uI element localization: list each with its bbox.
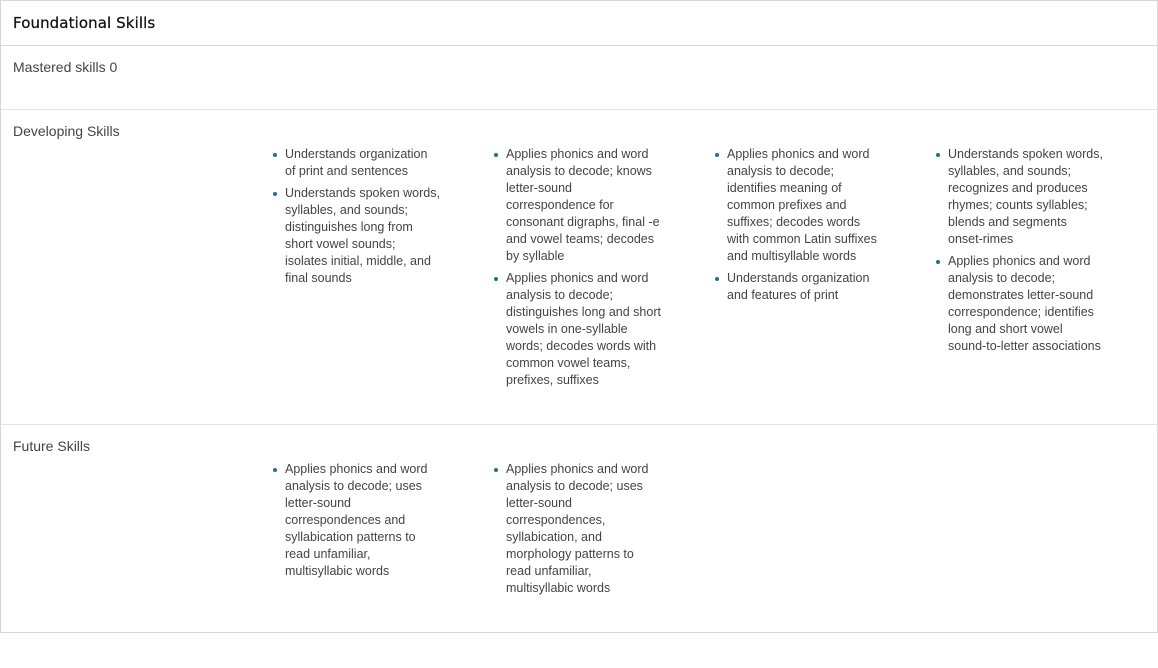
skill-list: [271, 146, 441, 287]
developing-skills-column: [492, 146, 662, 394]
developing-skills-column: [713, 146, 883, 309]
skill-item: Applies phonics and word analysis to decode; knows letter-sound correspondence for consonant digraphs, final -e and vowel teams; decodes by syllable: [492, 146, 662, 265]
skill-list: [713, 146, 883, 304]
panel-header: [1, 1, 1157, 46]
developing-skills-column: [934, 146, 1104, 360]
future-skills-columns: [1, 461, 1157, 668]
developing-skills-label: Developing Skills: [13, 123, 120, 139]
developing-skills-section: [1, 110, 1157, 425]
mastered-skills-section: [1, 46, 1157, 110]
future-skills-column: [492, 461, 662, 602]
skill-list: [492, 146, 662, 389]
skill-item: Applies phonics and word analysis to decode; distinguishes long and short vowels in one-syllable words; decodes words with common vowel teams, prefixes, suffixes: [492, 270, 662, 389]
future-skills-column: [271, 461, 441, 585]
skill-item: Applies phonics and word analysis to decode; demonstrates letter-sound correspondence; identifies long and short vowel sound-to-letter associations: [934, 253, 1104, 355]
future-skills-section: [1, 425, 1157, 632]
skill-item: Understands organization and features of print: [713, 270, 883, 304]
future-skills-label: Future Skills: [13, 438, 91, 454]
developing-skills-columns: [1, 146, 1157, 460]
skill-item: Applies phonics and word analysis to decode; identifies meaning of common prefixes and suffixes; decodes words with common Latin suffixes and multisyllable words: [713, 146, 883, 265]
skill-item: Understands spoken words, syllables, and sounds; distinguishes long from short vowel sounds; isolates initial, middle, and final sounds: [271, 185, 441, 287]
mastered-skills-label: Mastered skills 0: [13, 59, 118, 75]
developing-skills-column: [271, 146, 441, 292]
skill-item: Applies phonics and word analysis to decode; uses letter-sound correspondences, syllabication, and morphology patterns to read unfamiliar, multisyllabic words: [492, 461, 662, 597]
skill-list: [934, 146, 1104, 355]
skill-list: [271, 461, 441, 580]
skill-list: [492, 461, 662, 597]
skill-item: Understands organization of print and sentences: [271, 146, 441, 180]
panel-title: Foundational Skills: [13, 14, 156, 32]
skill-item: Understands spoken words, syllables, and sounds; recognizes and produces rhymes; counts syllables; blends and segments onset-rimes: [934, 146, 1104, 248]
skill-item: Applies phonics and word analysis to decode; uses letter-sound correspondences and syllabication patterns to read unfamiliar, multisyllabic words: [271, 461, 441, 580]
